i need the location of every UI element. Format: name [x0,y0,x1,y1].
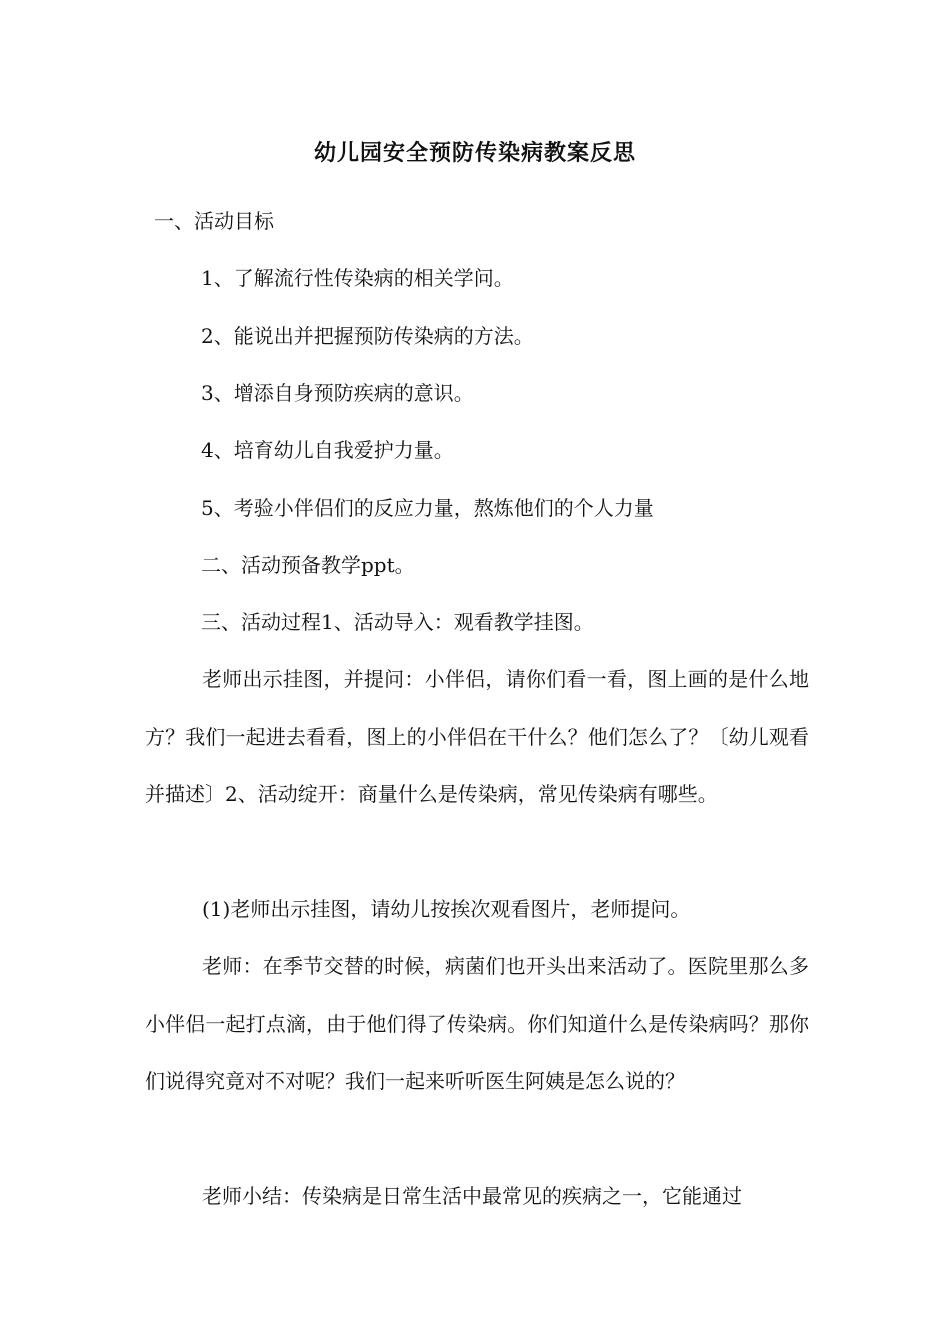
goal-item-3: 3、增添自身预防疾病的意识。 [201,381,474,405]
paragraph-summary: 老师小结：传染病是日常生活中最常见的疾病之一，它能通过 [202,1184,742,1208]
section-heading-goals: 一、活动目标 [154,209,274,233]
section-preparation: 二、活动预备教学ppt。 [201,553,415,577]
goal-item-2: 2、能说出并把握预防传染病的方法。 [201,324,534,348]
section-process: 三、活动过程1、活动导入：观看教学挂图。 [201,610,594,634]
paragraph-step-1: (1)老师出示挂图，请幼儿按挨次观看图片，老师提问。 [202,897,691,921]
goal-item-4: 4、培育幼儿自我爱护力量。 [201,438,454,462]
goal-item-5: 5、考验小伴侣们的反应力量，熬炼他们的个人力量 [201,496,654,520]
goal-item-1: 1、了解流行性传染病的相关学问。 [201,266,514,290]
paragraph-intro: 老师出示挂图，并提问：小伴侣，请你们看一看，图上画的是什么地方？我们一起进去看看，图上的小伴侣在干什么？他们怎么了？〔幼儿观看并描述〕2、活动绽开：商量什么是传染病，常见传染病有哪些。 [145,667,809,806]
document-title: 幼儿园安全预防传染病教案反思 [313,140,636,166]
paragraph-teacher: 老师：在季节交替的时候，病菌们也开头出来活动了。医院里那么多小伴侣一起打点滴，由于他们得了传染病。你们知道什么是传染病吗？那你们说得究竟对不对呢？我们一起来听听医生阿姨是怎么说的？ [145,954,809,1093]
